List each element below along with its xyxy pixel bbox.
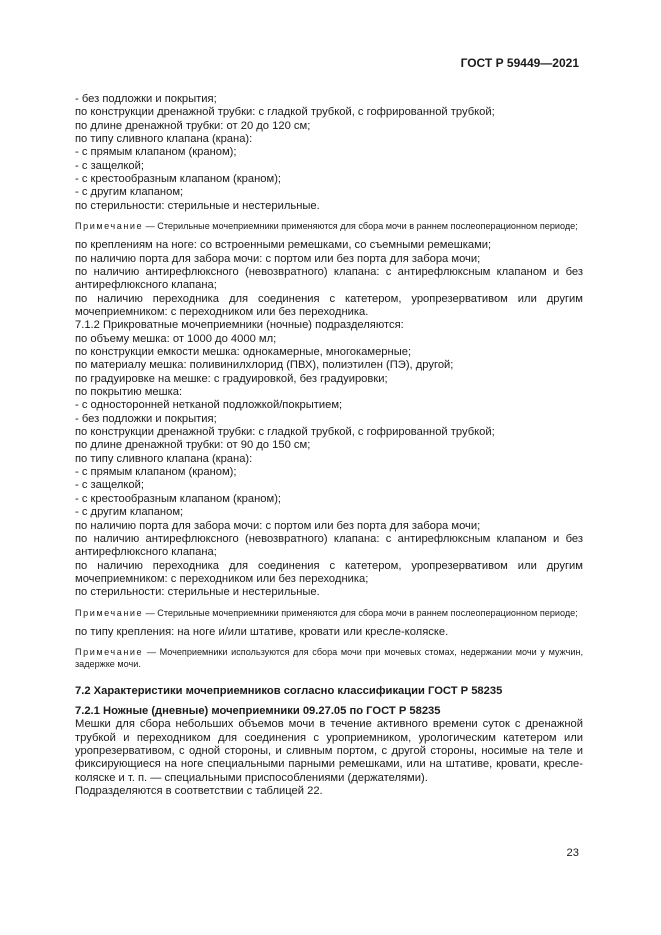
- list-item: - с другим клапаном;: [75, 506, 184, 519]
- list-item: по наличию антирефлюксного (невозвратного) клапана: с антирефлюксным клапаном и без антирефлюксного клапана;: [75, 532, 583, 559]
- list-item: по наличию порта для забора мочи: с портом или без порта для забора мочи;: [75, 519, 481, 532]
- list-item: - с прямым клапаном (краном);: [75, 466, 237, 479]
- list-item: по градуировке на мешке: с градуировкой, без градуировки;: [75, 372, 388, 385]
- list-item: по материалу мешка: поливинилхлорид (ПВХ), полиэтилен (ПЭ), другой;: [75, 359, 454, 372]
- list-item: по наличию переходника для соединения с катетером, уропрезервативом или другим мочеприемником: с переходником или без переходника.: [75, 292, 583, 319]
- list-item: по типу крепления: на ноге и/или штативе, кровати или кресле-коляске.: [75, 625, 449, 638]
- paragraph: Подразделяются в соответствии с таблицей 22.: [75, 784, 323, 797]
- list-item: по конструкции дренажной трубки: с гладкой трубкой, с гофрированной трубкой;: [75, 106, 495, 119]
- list-item: по конструкции емкости мешка: однокамерные, многокамерные;: [75, 346, 412, 359]
- note-label: Примечание: [75, 647, 144, 658]
- list-item: по стерильности: стерильные и нестерильные.: [75, 586, 320, 599]
- list-block-1: [75, 93, 583, 213]
- note-2: [75, 607, 583, 619]
- note-text: — Мочеприемники используются для сбора мочи при мочевых стомах, недержании мочи у мужчин, задержке мочи.: [75, 647, 583, 670]
- note-label: Примечание: [75, 221, 144, 232]
- list-item: по длине дренажной трубки: от 20 до 120 см;: [75, 119, 311, 132]
- list-block-2: [75, 239, 583, 599]
- document-code: ГОСТ Р 59449—2021: [460, 56, 579, 70]
- list-item: по длине дренажной трубки: от 90 до 150 см;: [75, 439, 311, 452]
- list-item: - без подложки и покрытия;: [75, 412, 217, 425]
- list-item: - с другим клапаном;: [75, 186, 184, 199]
- list-item: - с прямым клапаном (краном);: [75, 146, 237, 159]
- list-item: - с крестообразным клапаном (краном);: [75, 492, 282, 505]
- list-item: по типу сливного клапана (крана):: [75, 452, 253, 465]
- list-item: - с защелкой;: [75, 479, 144, 492]
- list-block-3: [75, 626, 583, 639]
- note-text: — Стерильные мочеприемники применяются для сбора мочи в раннем послеоперационном периоде;: [143, 607, 578, 618]
- list-item: - с односторонней нетканой подложкой/покрытием;: [75, 399, 343, 412]
- note-3: [75, 646, 583, 670]
- list-item: по стерильности: стерильные и нестерильные.: [75, 199, 320, 212]
- page-body: [75, 93, 583, 798]
- list-item: по объему мешка: от 1000 до 4000 мл;: [75, 332, 277, 345]
- list-item: - без подложки и покрытия;: [75, 93, 217, 105]
- note-1: [75, 220, 583, 232]
- note-label: Примечание: [75, 607, 144, 618]
- subsection-7-1-2-heading: 7.1.2 Прикроватные мочеприемники (ночные) подразделяются:: [75, 319, 404, 332]
- list-item: по креплениям на ноге: со встроенными ремешками, со съемными ремешками;: [75, 239, 492, 252]
- list-item: по наличию переходника для соединения с катетером, уропрезервативом или другим мочеприемником: с переходником или без переходника;: [75, 559, 583, 585]
- list-item: по конструкции дренажной трубки: с гладкой трубкой, с гофрированной трубкой;: [75, 426, 495, 439]
- paragraph: Мешки для сбора небольших объемов мочи в течение активного времени суток с дренажной трубкой и переходником для соединения с уроприемником, урологическим катетером или уропрезервативом, с одной стороны, и сливным портом, с другой стороны, носимые на теле и фиксирующиеся на ноге специальными парными ремешками, или на штативе, кровати, кресле-коляске и т. п. — специальными приспособлениями (держателями).: [75, 718, 583, 784]
- list-item: - с защелкой;: [75, 159, 144, 172]
- list-item: по наличию антирефлюксного (невозвратного) клапана: с антирефлюксным клапаном и без антирефлюксного клапана;: [75, 265, 583, 292]
- section-7-2-1-heading: 7.2.1 Ножные (дневные) мочеприемники 09.27.05 по ГОСТ Р 58235: [75, 704, 441, 717]
- note-text: — Стерильные мочеприемники применяются для сбора мочи в раннем послеоперационном периоде;: [143, 221, 578, 232]
- page-number: 23: [566, 847, 579, 859]
- list-item: - с крестообразным клапаном (краном);: [75, 173, 282, 186]
- list-item: по наличию порта для забора мочи: с портом или без порта для забора мочи;: [75, 252, 481, 265]
- list-item: по типу сливного клапана (крана):: [75, 133, 253, 146]
- section-7-2-heading: 7.2 Характеристики мочеприемников согласно классификации ГОСТ Р 58235: [75, 684, 503, 697]
- list-item: по покрытию мешка:: [75, 386, 183, 399]
